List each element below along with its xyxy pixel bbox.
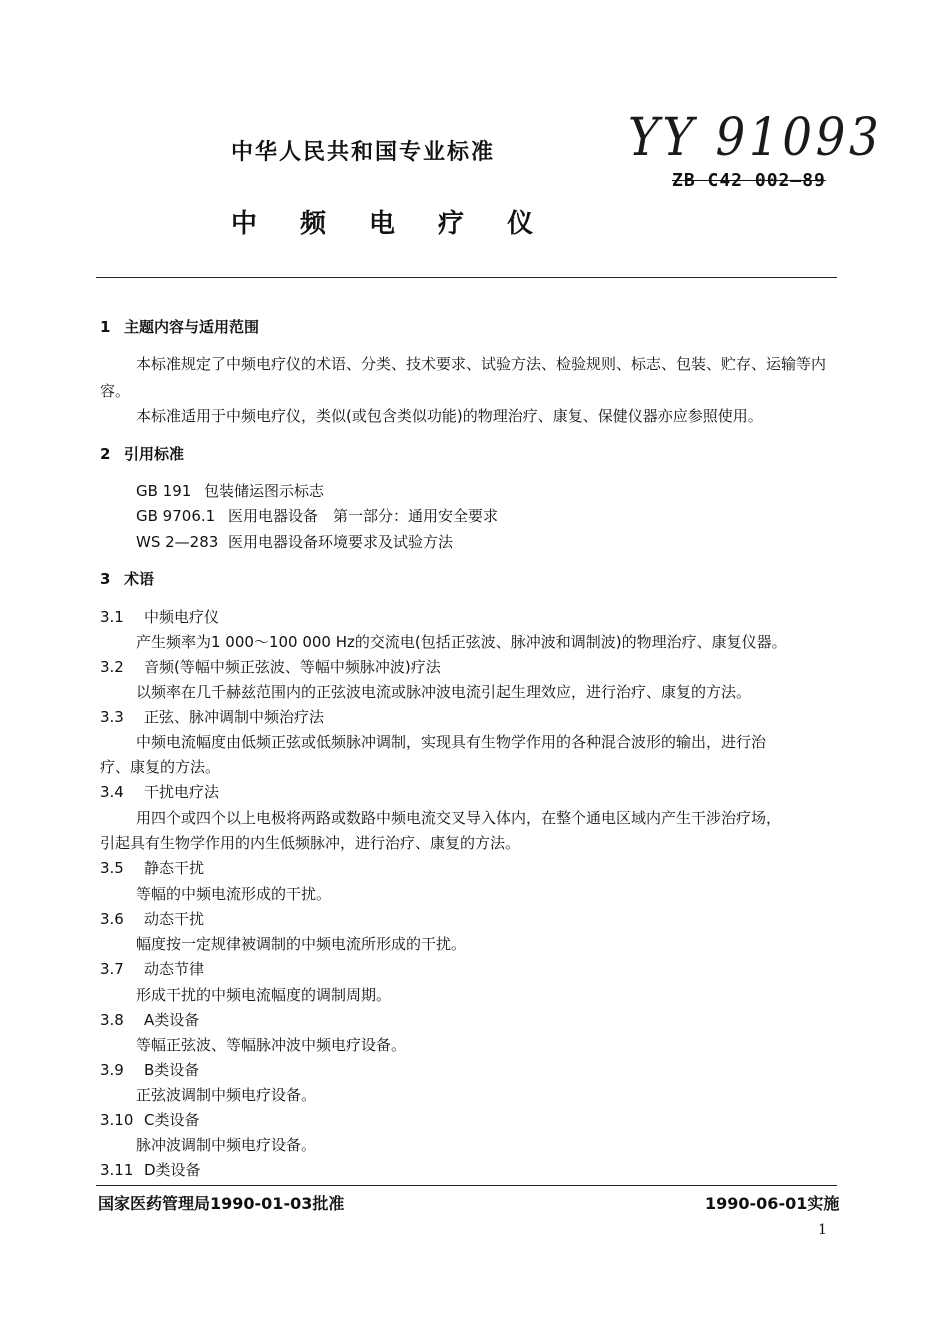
term-heading: 3.2 音频(等幅中频正弦波、等幅中频脉冲波)疗法 xyxy=(100,658,441,676)
org-title: 中华人民共和国专业标准 xyxy=(231,140,496,165)
term-definition: 脉冲波调制中频电疗设备。 xyxy=(136,1136,317,1154)
handwritten-standard-number: YY 91093 xyxy=(628,108,883,168)
title-char: 频 xyxy=(300,209,327,239)
section-1-heading: 1 主题内容与适用范围 xyxy=(100,318,260,336)
reference-item: WS 2—283 医用电器设备环境要求及试验方法 xyxy=(136,533,454,551)
term-heading: 3.3 正弦、脉冲调制中频治疗法 xyxy=(100,708,325,726)
term-definition: 疗、康复的方法。 xyxy=(100,758,221,776)
term-definition: 引起具有生物学作用的内生低频脉冲，进行治疗、康复的方法。 xyxy=(100,834,521,852)
section-1-para-1-line-1: 本标准规定了中频电疗仪的术语、分类、技术要求、试验方法、检验规则、标志、包装、贮存、运输等内 xyxy=(136,355,827,373)
title-char: 电 xyxy=(369,209,396,239)
term-definition: 等幅正弦波、等幅脉冲波中频电疗设备。 xyxy=(136,1036,407,1054)
header-divider xyxy=(96,277,837,278)
footer-divider xyxy=(96,1185,837,1186)
term-heading: 3.9 B类设备 xyxy=(100,1061,200,1079)
term-definition: 幅度按一定规律被调制的中频电流所形成的干扰。 xyxy=(136,935,467,953)
term-heading: 3.8 A类设备 xyxy=(100,1011,200,1029)
term-heading: 3.7 动态节律 xyxy=(100,960,205,978)
term-definition: 正弦波调制中频电疗设备。 xyxy=(136,1086,317,1104)
term-definition: 等幅的中频电流形成的干扰。 xyxy=(136,885,332,903)
term-definition: 产生频率为1 000～100 000 Hz的交流电(包括正弦波、脉冲波和调制波)的物理治疗、康复仪器。 xyxy=(136,633,787,651)
page-number: 1 xyxy=(818,1222,827,1238)
term-definition: 用四个或四个以上电极将两路或数路中频电流交叉导入体内，在整个通电区域内产生干涉治疗场， xyxy=(136,809,782,827)
effective-date: 1990-06-01实施 xyxy=(705,1194,840,1213)
reference-item: GB 191 包装储运图示标志 xyxy=(136,482,325,500)
term-heading: 3.6 动态干扰 xyxy=(100,910,205,928)
section-1-para-1-line-2: 容。 xyxy=(100,382,131,400)
title-char: 疗 xyxy=(438,209,465,239)
term-heading: 3.5 静态干扰 xyxy=(100,859,205,877)
term-heading: 3.1 中频电疗仪 xyxy=(100,608,220,626)
term-heading: 3.4 干扰电疗法 xyxy=(100,783,220,801)
title-char: 中 xyxy=(231,209,258,239)
document-title xyxy=(231,203,533,240)
term-heading: 3.11 D类设备 xyxy=(100,1161,201,1179)
title-char: 仪 xyxy=(507,209,534,239)
section-1-para-2: 本标准适用于中频电疗仪，类似(或包含类似功能)的物理治疗、康复、保健仪器亦应参照使用。 xyxy=(136,407,763,425)
term-definition: 中频电流幅度由低频正弦或低频脉冲调制，实现具有生物学作用的各种混合波形的输出，进行治 xyxy=(136,733,767,751)
approval-note: 国家医药管理局1990-01-03批准 xyxy=(98,1194,345,1213)
section-2-heading: 2 引用标准 xyxy=(100,445,185,463)
term-heading: 3.10 C类设备 xyxy=(100,1111,200,1129)
term-definition: 以频率在几千赫兹范围内的正弦波电流或脉冲波电流引起生理效应，进行治疗、康复的方法。 xyxy=(136,683,752,701)
term-definition: 形成干扰的中频电流幅度的调制周期。 xyxy=(136,986,392,1004)
old-standard-number: ZB C42 002—89 xyxy=(672,170,826,191)
section-3-heading: 3 术语 xyxy=(100,570,155,588)
reference-item: GB 9706.1 医用电器设备 第一部分：通用安全要求 xyxy=(136,507,499,525)
